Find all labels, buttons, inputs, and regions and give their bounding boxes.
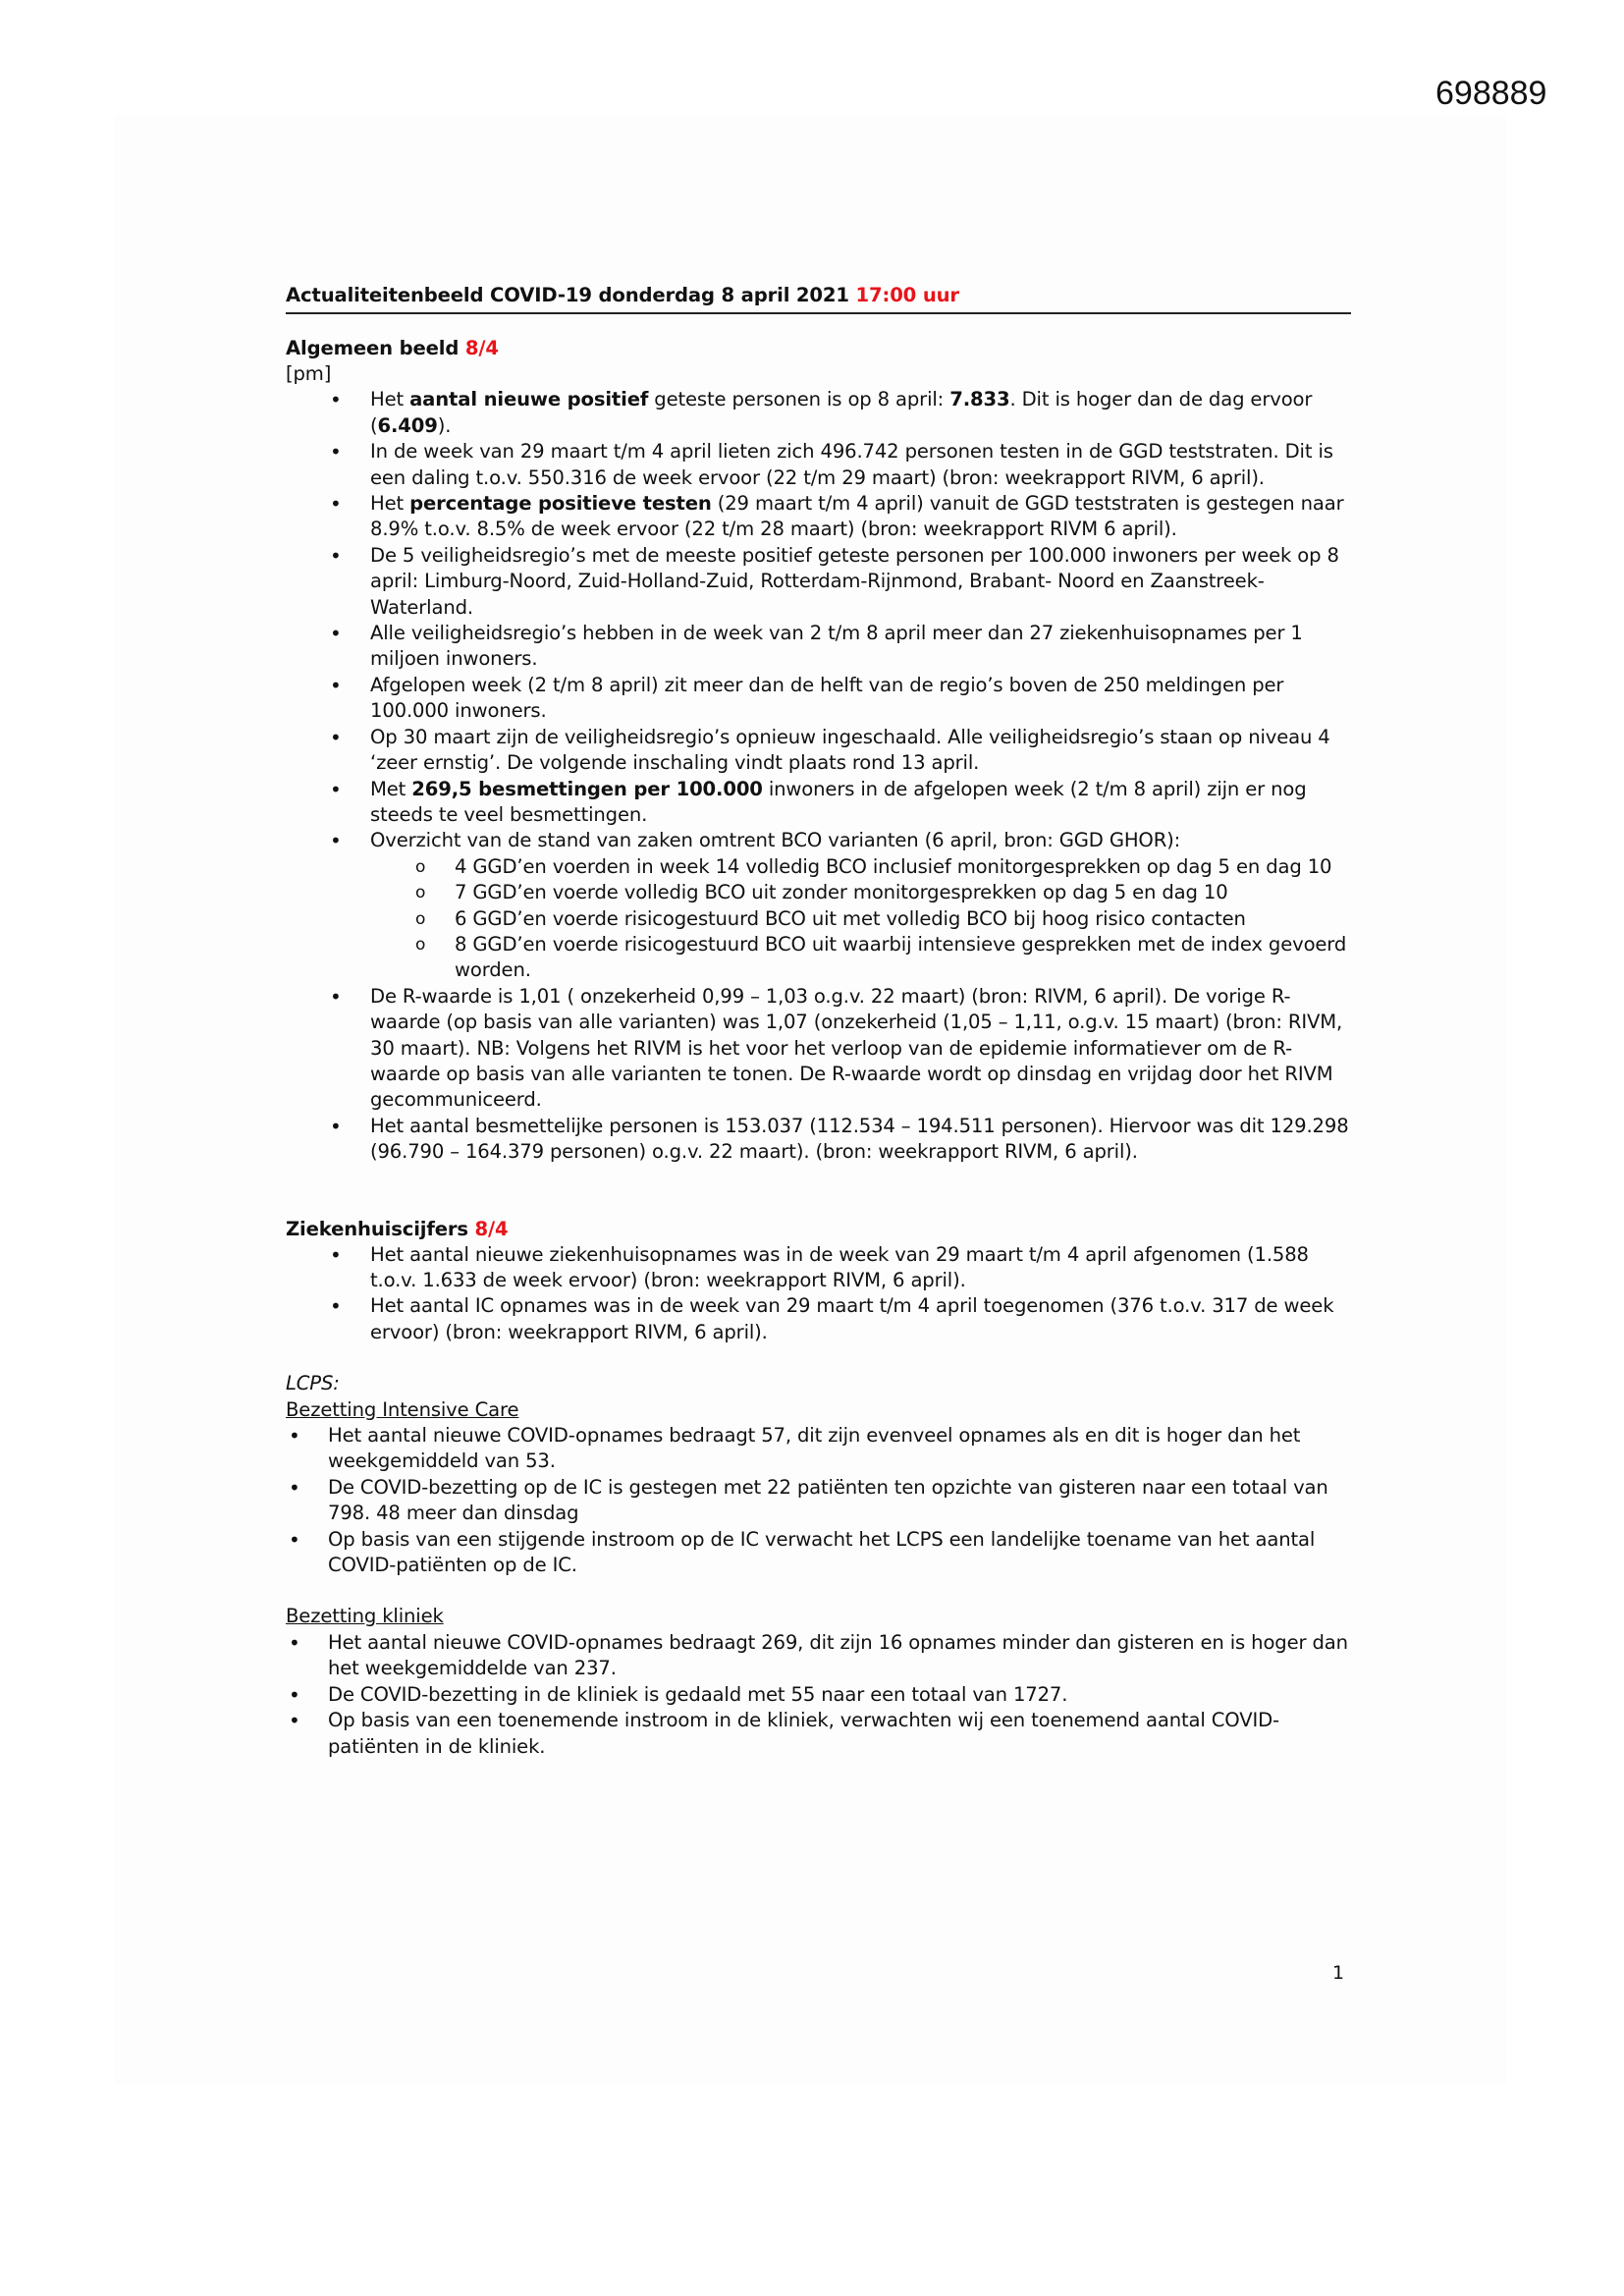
sub-list-item: o 8 GGD’en voerde risicogestuurd BCO uit waarbij intensieve gesprekken met de index gevoerd worden. xyxy=(370,932,1351,984)
sub-list-item: o 7 GGD’en voerde volledig BCO uit zonder monitorgesprekken op dag 5 en dag 10 xyxy=(370,880,1351,905)
text: Overzicht van de stand van zaken omtrent BCO varianten (6 april, bron: GGD GHOR): xyxy=(370,829,1181,852)
heading-text: Ziekenhuiscijfers xyxy=(286,1217,475,1240)
heading-date: 8/4 xyxy=(474,1217,509,1240)
list-item: • Op 30 maart zijn de veiligheidsregio’s opnieuw ingeschaald. Alle veiligheidsregio’s staan op niveau 4 ‘zeer ernstig’. De volgende inschaling vindt plaats rond 13 april. xyxy=(286,725,1351,777)
text: . Dit is hoger dan de dag ervoor ( xyxy=(370,388,1313,437)
section-heading-ziekenhuis xyxy=(286,1217,1351,1242)
title-time: 17:00 uur xyxy=(855,284,959,306)
ic-list xyxy=(286,1423,1351,1578)
list-item xyxy=(286,491,1351,543)
list-item: • De COVID-bezetting op de IC is gestegen met 22 patiënten ten opzichte van gisteren naar een totaal van 798. 48 meer dan dinsdag xyxy=(286,1475,1351,1527)
bold-text: aantal nieuwe positief xyxy=(409,388,649,411)
ziekenhuis-list xyxy=(286,1242,1351,1346)
text: (29 maart t/m 4 april) vanuit de GGD teststraten is gestegen naar 8.9% t.o.v. 8.5% de week ervoor (22 t/m 28 maart) (bron: weekrapport RIVM 6 april). xyxy=(370,492,1344,541)
bold-text: percentage positieve testen xyxy=(409,492,712,516)
text: Het xyxy=(370,492,410,516)
page-title xyxy=(286,283,1351,314)
list-item: • In de week van 29 maart t/m 4 april lieten zich 496.742 personen testen in de GGD teststraten. Dit is een daling t.o.v. 550.316 de week ervoor (22 t/m 29 maart) (bron: weekrapport RIVM, 6 april). xyxy=(286,439,1351,491)
subheading-intensive-care: Bezetting Intensive Care xyxy=(286,1397,519,1421)
list-item: • Alle veiligheidsregio’s hebben in de week van 2 t/m 8 april meer dan 27 ziekenhuisopnames per 1 miljoen inwoners. xyxy=(286,621,1351,673)
page-number: 1 xyxy=(1332,1962,1345,1984)
algemeen-list xyxy=(286,387,1351,1165)
list-item: • Het aantal besmettelijke personen is 153.037 (112.534 – 194.511 personen). Hiervoor was dit 129.298 (96.790 – 164.379 personen) o.g.v. 22 maart). (bron: weekrapport RIVM, 6 april). xyxy=(286,1114,1351,1166)
sub-list-item: o 4 GGD’en voerden in week 14 volledig BCO inclusief monitorgesprekken op dag 5 en dag 10 xyxy=(370,854,1351,880)
section-tag: [pm] xyxy=(286,362,332,385)
bold-text: 6.409 xyxy=(377,413,438,437)
document-id: 698889 xyxy=(1435,75,1547,112)
text: geteste personen is op 8 april: xyxy=(648,388,950,411)
bco-sublist xyxy=(370,854,1351,984)
heading-date: 8/4 xyxy=(464,337,499,359)
list-item: • Het aantal nieuwe COVID-opnames bedraagt 269, dit zijn 16 opnames minder dan gisteren en is hoger dan het weekgemiddelde van 237. xyxy=(286,1630,1351,1682)
title-text: Actualiteitenbeeld COVID-19 donderdag 8 april 2021 xyxy=(286,284,856,306)
list-item: • Het aantal IC opnames was in de week van 29 maart t/m 4 april toegenomen (376 t.o.v. 317 de week ervoor) (bron: weekrapport RIVM, 6 april). xyxy=(286,1293,1351,1345)
list-item xyxy=(286,387,1351,439)
list-item: • Afgelopen week (2 t/m 8 april) zit meer dan de helft van de regio’s boven de 250 meldingen per 100.000 inwoners. xyxy=(286,673,1351,725)
list-item: • De R-waarde is 1,01 ( onzekerheid 0,99 – 1,03 o.g.v. 22 maart) (bron: RIVM, 6 april). De vorige R-waarde (op basis van alle varianten) was 1,07 (onzekerheid (1,05 – 1,11, o.g.v. 15 maart) (bron: RIVM, 30 maart). NB: Volgens het RIVM is het voor het verloop van de epidemie informatiever om de R-waarde op basis van alle varianten te tonen. De R-waarde wordt op dinsdag en vrijdag door het RIVM gecommuniceerd. xyxy=(286,984,1351,1114)
list-item: • Op basis van een stijgende instroom op de IC verwacht het LCPS een landelijke toename van het aantal COVID-patiënten op de IC. xyxy=(286,1527,1351,1579)
list-item xyxy=(286,828,1351,983)
kliniek-list xyxy=(286,1630,1351,1760)
heading-text: Algemeen beeld xyxy=(286,337,465,359)
lcps-label: LCPS: xyxy=(286,1372,340,1395)
list-item xyxy=(286,777,1351,829)
list-item: • Het aantal nieuwe ziekenhuisopnames was in de week van 29 maart t/m 4 april afgenomen (1.588 t.o.v. 1.633 de week ervoor) (bron: weekrapport RIVM, 6 april). xyxy=(286,1242,1351,1294)
list-item: • Het aantal nieuwe COVID-opnames bedraagt 57, dit zijn evenveel opnames als en dit is hoger dan het weekgemiddeld van 53. xyxy=(286,1423,1351,1475)
section-heading-algemeen xyxy=(286,336,1351,361)
list-item: • De COVID-bezetting in de kliniek is gedaald met 55 naar een totaal van 1727. xyxy=(286,1682,1351,1708)
sub-list-item: o 6 GGD’en voerde risicogestuurd BCO uit met volledig BCO bij hoog risico contacten xyxy=(370,906,1351,932)
bold-text: 269,5 besmettingen per 100.000 xyxy=(411,777,763,800)
document-body xyxy=(286,283,1351,1760)
text: ). xyxy=(437,413,452,437)
text: Met xyxy=(370,777,412,800)
text: inwoners in de afgelopen week (2 t/m 8 april) zijn er nog steeds te veel besmettingen. xyxy=(370,777,1307,826)
subheading-kliniek: Bezetting kliniek xyxy=(286,1605,444,1628)
list-item: • De 5 veiligheidsregio’s met de meeste positief geteste personen per 100.000 inwoners per week op 8 april: Limburg-Noord, Zuid-Holland-Zuid, Rotterdam-Rijnmond, Brabant- Noord en Zaanstreek-Waterland. xyxy=(286,543,1351,621)
list-item: • Op basis van een toenemende instroom in de kliniek, verwachten wij een toenemend aantal COVID-patiënten in de kliniek. xyxy=(286,1708,1351,1760)
bold-text: 7.833 xyxy=(949,388,1010,411)
text: Het xyxy=(370,388,410,411)
